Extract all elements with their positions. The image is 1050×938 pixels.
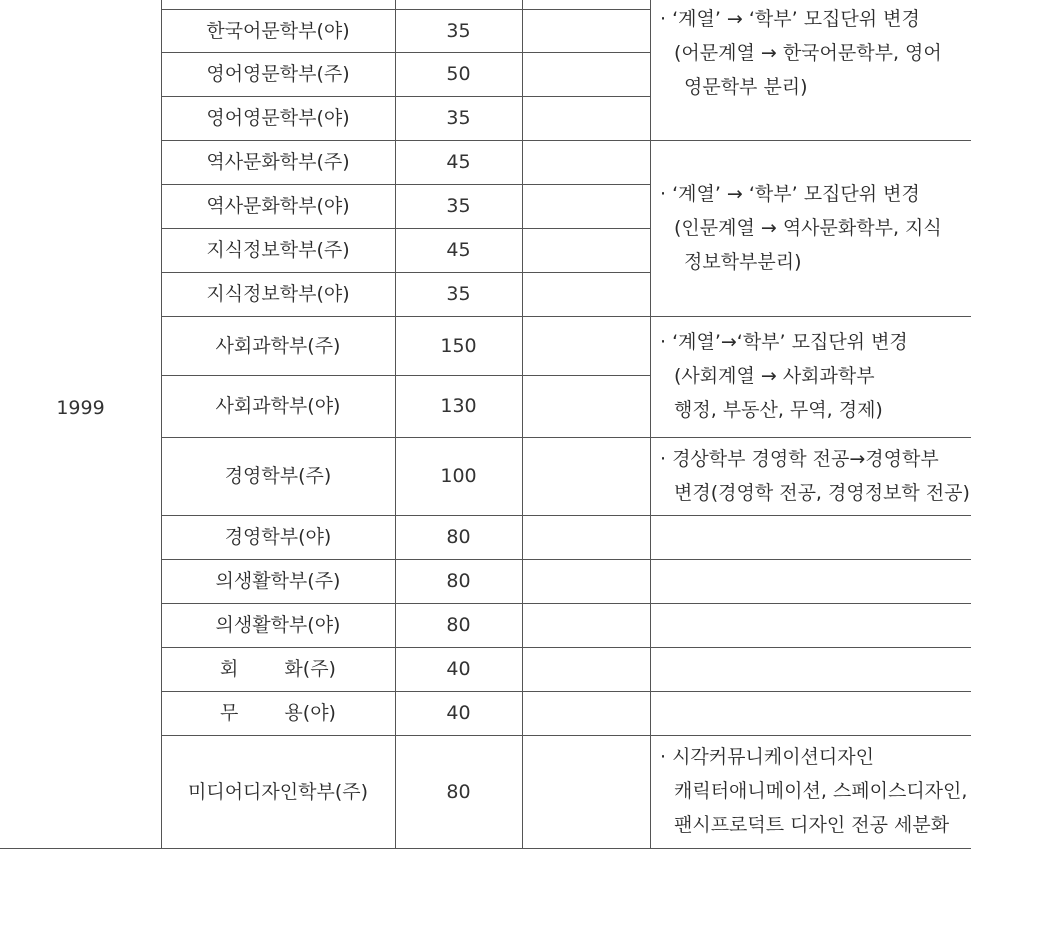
dept-cell: 경영학부(주) <box>224 465 332 487</box>
count-cell: 80 <box>446 526 471 548</box>
count-cell: 40 <box>446 702 471 724</box>
count-cell: 35 <box>446 283 471 305</box>
dept-cell: 지식정보학부(주) <box>206 239 350 261</box>
dept-cell: 영어영문학부(주) <box>206 63 350 85</box>
remark-note <box>660 740 967 842</box>
remark-note <box>660 2 942 104</box>
count-cell: 80 <box>446 614 471 636</box>
count-cell: 40 <box>446 658 471 680</box>
dept-cell: 역사문화학부(야) <box>206 195 350 217</box>
remark-line: 영문학부 분리) <box>684 76 808 98</box>
count-cell: 35 <box>446 19 471 42</box>
remark-note <box>660 177 942 279</box>
count-cell: 50 <box>446 63 471 85</box>
col-divider-3 <box>522 0 523 849</box>
dept-cell: 한국어문학부(야) <box>206 19 350 42</box>
dept-cell: 사회과학부(야) <box>215 395 341 417</box>
year-cell: 1999 <box>56 396 105 419</box>
remark-line: 팬시프로덕트 디자인 전공 세분화 <box>674 814 950 836</box>
count-cell: 45 <box>446 151 471 173</box>
remark-line: (사회계열 → 사회과학부 <box>674 365 875 387</box>
remark-line: 행정, 부동산, 무역, 경제) <box>674 399 883 421</box>
dept-cell: 회 화(주) <box>220 658 336 680</box>
col-divider-4 <box>650 0 651 849</box>
remark-note <box>660 325 908 427</box>
remark-line: (인문계열 → 역사문화학부, 지식 <box>674 217 942 239</box>
remark-line: · 경상학부 경영학 전공→경영학부 <box>660 448 939 470</box>
count-cell: 100 <box>440 465 477 487</box>
count-cell: 80 <box>446 780 471 803</box>
dept-cell: 경영학부(야) <box>224 526 332 548</box>
dept-cell: 사회과학부(주) <box>215 334 341 357</box>
remark-line: · ‘계열’→‘학부’ 모집단위 변경 <box>660 331 908 353</box>
count-cell: 45 <box>446 239 471 261</box>
dept-cell: 의생활학부(야) <box>215 614 341 636</box>
remark-line: · 시각커뮤니케이션디자인 <box>660 746 874 768</box>
count-cell: 35 <box>446 107 471 129</box>
remark-note <box>660 442 970 510</box>
dept-cell: 역사문화학부(주) <box>206 151 350 173</box>
dept-cell: 의생활학부(주) <box>215 570 341 592</box>
count-cell: 80 <box>446 570 471 592</box>
table-bottom-border <box>0 848 971 849</box>
dept-cell: 영어영문학부(야) <box>206 107 350 129</box>
remark-line: 캐릭터애니메이션, 스페이스디자인, <box>674 780 968 802</box>
dept-cell: 미디어디자인학부(주) <box>187 780 368 803</box>
remark-line: 변경(경영학 전공, 경영정보학 전공) <box>674 482 970 504</box>
dept-cell: 무 용(야) <box>220 702 336 724</box>
remark-line: 정보학부분리) <box>684 251 802 273</box>
remark-line: · ‘계열’ → ‘학부’ 모집단위 변경 <box>660 183 920 205</box>
count-cell: 130 <box>440 395 477 417</box>
count-cell: 35 <box>446 195 471 217</box>
remark-line: · ‘계열’ → ‘학부’ 모집단위 변경 <box>660 8 920 30</box>
dept-cell: 지식정보학부(야) <box>206 283 350 305</box>
remark-line: (어문계열 → 한국어문학부, 영어 <box>674 42 942 64</box>
count-cell: 150 <box>440 334 477 357</box>
